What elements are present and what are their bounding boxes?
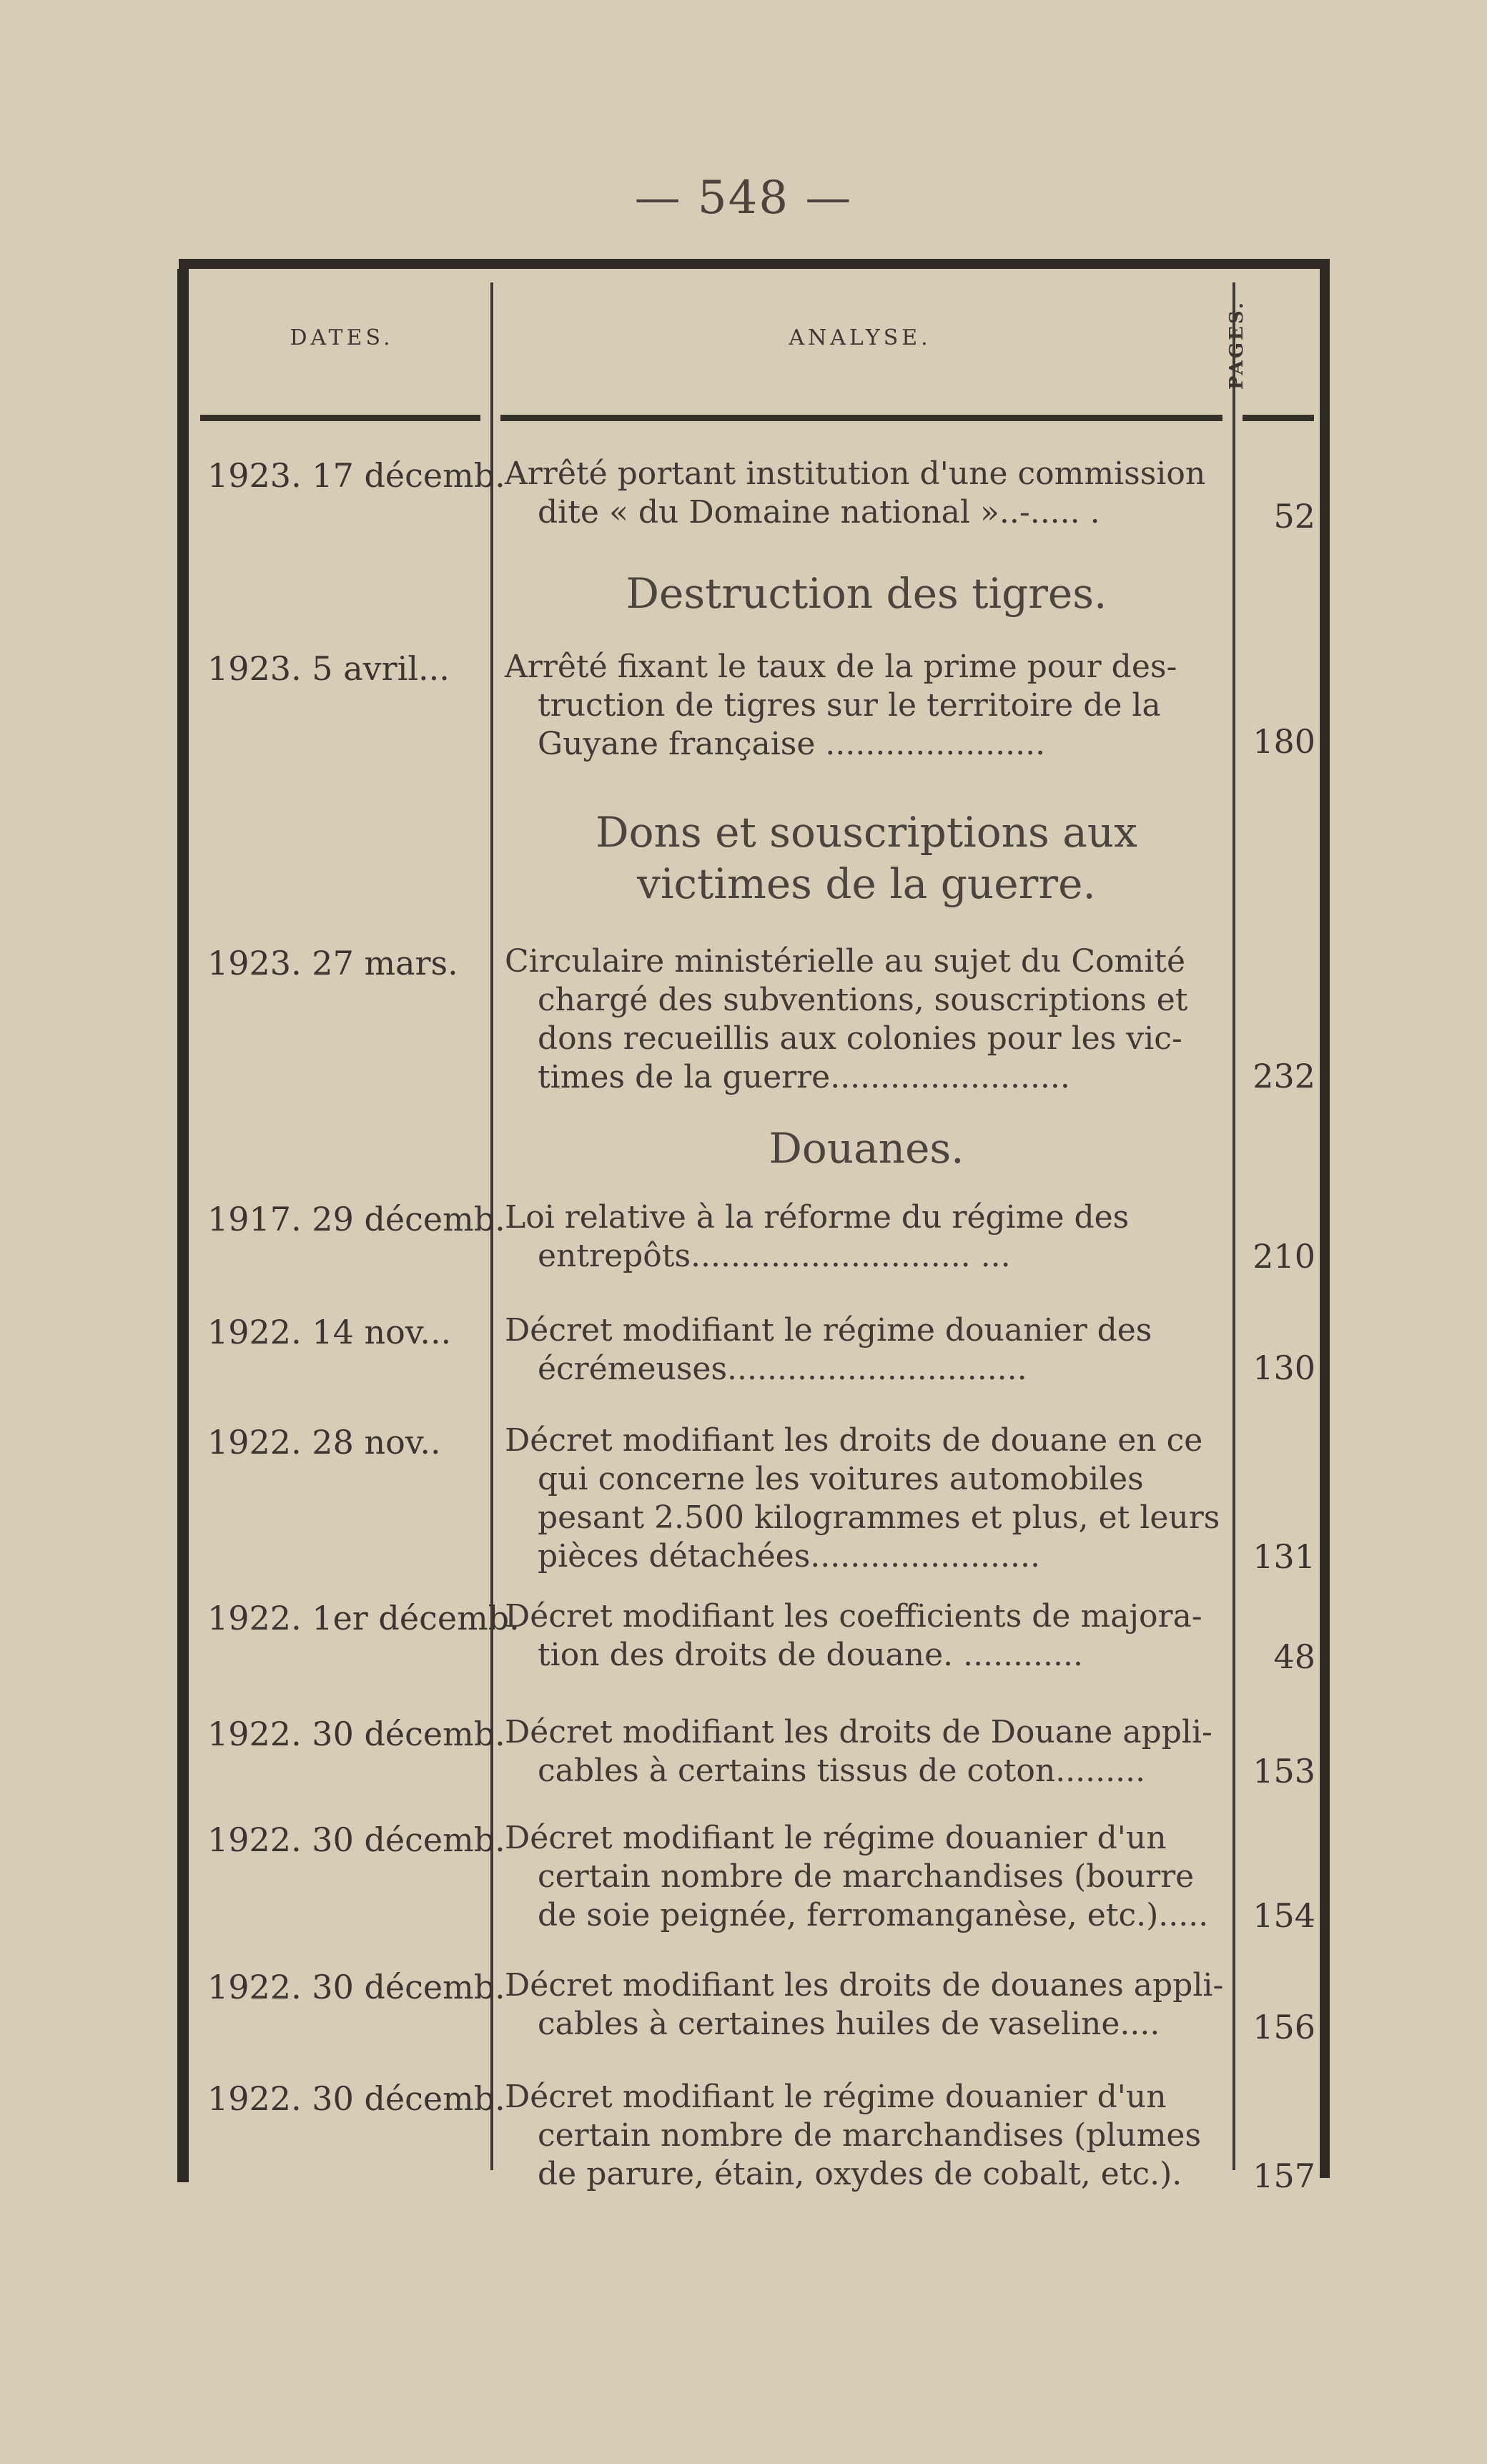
entry-analysis [505,455,1228,532]
entry-date: 1922. 14 nov... [207,1313,452,1351]
entry-page: 153 [1253,1752,1315,1790]
entry-line: truction de tigres sur le territoire de la [538,687,1161,724]
table-right-rule [1320,269,1330,2178]
entry-analysis [505,1421,1228,1576]
entry-date: 1922. 30 décemb. [207,1715,505,1753]
entry-date: 1923. 27 mars. [207,944,458,982]
entry-line: qui concerne les voitures automobiles [538,1461,1144,1497]
table-top-rule [179,259,1330,269]
entry-analysis [505,1311,1228,1389]
column-header-analyse: ANALYSE. [789,325,932,350]
entry-date: 1917. 29 décemb. [207,1200,505,1238]
entry-date: 1922. 30 décemb. [207,1968,505,2006]
entry-line: dite « du Domaine national »..-..... . [538,494,1100,531]
entry-page: 48 [1273,1637,1315,1676]
entry-date: 1922. 28 nov.. [207,1423,441,1462]
entry-date: 1922. 30 décemb. [207,1820,505,1859]
entry-analysis [505,942,1228,1097]
entry-line: Circulaire ministérielle au sujet du Comité [505,943,1185,980]
entry-line: cables à certains tissus de coton......... [538,1753,1146,1789]
entry-line: chargé des subventions, souscriptions et [538,982,1188,1018]
entry-line: de soie peignée, ferromanganèse, etc.)..... [538,1897,1209,1933]
entry-line: cables à certaines huiles de vaseline.... [538,2006,1160,2042]
entry-line: Loi relative à la réforme du régime des [505,1199,1130,1236]
entry-analysis [505,1966,1228,2044]
column-divider-pages [1232,282,1235,2170]
entry-line: Décret modifiant le régime douanier des [505,1312,1152,1349]
entry-line: de parure, étain, oxydes de cobalt, etc.). [538,2156,1182,2192]
entry-line: Décret modifiant les droits de douanes appli- [505,1967,1224,2004]
entry-line: certain nombre de marchandises (plumes [538,2117,1202,2154]
entry-line: times de la guerre........................ [538,1059,1070,1095]
entry-line: tion des droits de douane. ............ [538,1637,1083,1673]
entry-line: écrémeuses.............................. [538,1351,1027,1387]
column-header-pages: PAGES. [1226,300,1248,390]
header-underline-pages [1243,415,1314,421]
entry-date: 1922. 1er décemb. [207,1599,520,1637]
entry-line: dons recueillis aux colonies pour les vic- [538,1020,1182,1057]
entry-page: 232 [1253,1057,1315,1095]
entry-line: Décret modifiant le régime douanier d'un [505,2079,1167,2115]
entry-line: Arrêté portant institution d'une commission [505,455,1206,492]
entry-line: pièces détachées....................... [538,1538,1040,1575]
entry-page: 154 [1253,1896,1315,1935]
entry-analysis [505,1713,1228,1790]
column-header-dates: DATES. [290,325,394,350]
entry-page: 157 [1253,2157,1315,2195]
table-left-rule [177,269,189,2182]
entry-analysis [505,1198,1228,1276]
entry-line: certain nombre de marchandises (bourre [538,1858,1195,1895]
section-heading: Douanes. [769,1124,964,1173]
page-number: — 548 — [634,172,853,225]
entry-line: Guyane française ...................... [538,726,1046,762]
entry-analysis [505,1819,1228,1935]
entry-page: 130 [1253,1349,1315,1387]
entry-page: 210 [1253,1237,1315,1276]
header-underline-dates [200,415,480,421]
entry-page: 180 [1253,722,1315,761]
entry-page: 156 [1253,2008,1315,2046]
entry-line: Décret modifiant les droits de Douane appli- [505,1714,1212,1750]
entry-page: 52 [1273,497,1315,536]
header-underline-analyse [500,415,1222,421]
entry-line: pesant 2.500 kilogrammes et plus, et leurs [538,1499,1220,1536]
entry-line: Arrêté fixant le taux de la prime pour des- [505,649,1177,685]
entry-analysis [505,648,1228,764]
entry-analysis [505,1597,1228,1675]
entry-line: Décret modifiant le régime douanier d'un [505,1820,1167,1856]
entry-line: Décret modifiant les droits de douane en ce [505,1422,1203,1459]
section-heading: Destruction des tigres. [626,569,1107,618]
entry-analysis [505,2078,1228,2194]
entry-page: 131 [1253,1537,1315,1576]
entry-line: Décret modifiant les coefficients de majora- [505,1598,1202,1635]
entry-line: entrepôts............................ ... [538,1238,1011,1274]
entry-date: 1922. 30 décemb. [207,2079,505,2118]
entry-date: 1923. 5 avril... [207,649,450,688]
section-heading: Dons et souscriptions aux victimes de la guerre. [596,808,1137,908]
entry-date: 1923. 17 décemb. [207,456,505,495]
